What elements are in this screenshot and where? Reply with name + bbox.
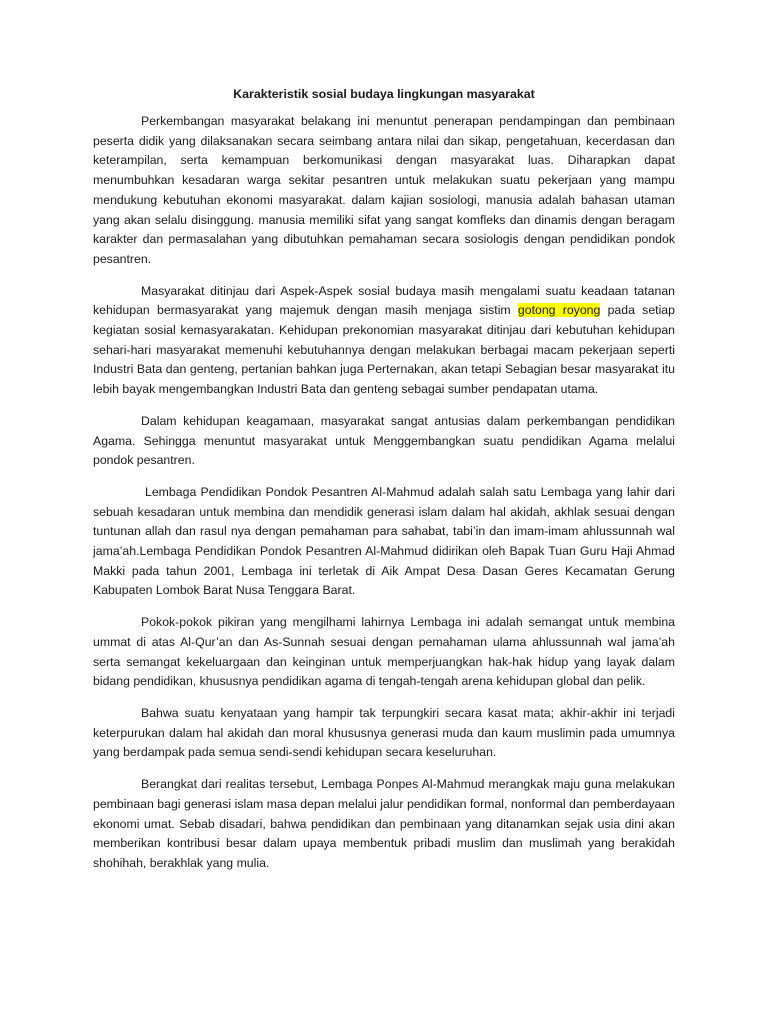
document-title: Karakteristik sosial budaya lingkungan masyarakat [233,87,535,101]
document-page [93,84,675,886]
paragraph-7: Berangkat dari realitas tersebut, Lembaga Ponpes Al-Mahmud merangkak maju guna melakukan pembinaan bagi generasi islam masa depan melalui jalur pendidikan formal, nonformal dan pemberdayaan ekonomi umat. Sebab disadari, bahwa pendidikan dan pembinaan yang ditanamkan sejak usia dini akan memberikan kontribusi besar dalam upaya membentuk pribadi muslim dan muslimah yang berakidah shohihah, berakhlak yang mulia. [93,777,675,870]
paragraph-5: Pokok-pokok pikiran yang mengilhami lahirnya Lembaga ini adalah semangat untuk membina ummat di atas Al-Qur’an dan As-Sunnah sesuai dengan pemahaman ulama ahlussunnah wal jama’ah serta semangat kekeluargaan dan keinginan untuk memperjuangkan hak-hak hidup yang layak dalam bidang pendidikan, khususnya pendidikan agama di tengah-tengah arena kehidupan global dan pelik. [93,615,675,689]
highlighted-phrase: gotong royong [517,303,601,318]
paragraph-2-text-before: Masyarakat ditinjau dari Aspek-Aspek sosial budaya masih mengalami suatu keadaan tatanan kehidupan bermasyarakat yang majemuk dengan masih menjaga sistim [93,283,675,318]
paragraph-2 [93,282,675,400]
paragraph-6: Bahwa suatu kenyataan yang hampir tak terpungkiri secara kasat mata; akhir-akhir ini terjadi keterpurukan dalam hal akidah dan moral khususnya generasi muda dan kaum muslimin pada umumnya yang berdampak pada semua sendi-sendi kehidupan secara keseluruhan. [93,705,675,760]
paragraph-3: Dalam kehidupan keagamaan, masyarakat sangat antusias dalam perkembangan pendidikan Agama. Sehingga menuntut masyarakat untuk Menggembangkan suatu pendidikan Agama melalui pondok pesantren. [93,413,675,468]
paragraph-1: Perkembangan masyarakat belakang ini menuntut penerapan pendampingan dan pembinaan peserta didik yang dilaksanakan secara seimbang antara nilai dan sikap, pengetahuan, kecerdasan dan keterampilan, serta kemampuan berkomunikasi dengan masyarakat luas. Diharapkan dapat menumbuhkan kesadaran warga sekitar pesantren untuk melakukan suatu pekerjaan yang mampu mendukung kebutuhan ekonomi masyarakat. dalam kajian sosiologi, manusia adalah bahasan utaman yang akan selalu disinggung. manusia memiliki sifat yang sangat komfleks dan dinamis dengan beragam karakter dan permasalahan yang dibutuhkan pemahaman secara sosiologis dengan pendidikan pondok pesantren. [93,114,675,266]
paragraph-2-text-after: pada setiap kegiatan sosial kemasyarakatan. Kehidupan prekonomian masyarakat ditinjau dari kebutuhan kehidupan sehari-hari masyarakat memenuhi kebutuhannya dengan melakukan berbagai macam pekerjaan seperti Industri Bata dan genteng, pertanian bahkan juga Perternakan, akan tetapi Sebagian besar masyarakat itu lebih bayak mengembangkan Industri Bata dan genteng sebagai sumber pendapatan utama. [93,303,675,397]
paragraph-4: Lembaga Pendidikan Pondok Pesantren Al-Mahmud adalah salah satu Lembaga yang lahir dari sebuah kesadaran untuk membina dan mendidik generasi islam dalam hal akidah, akhlak sesuai dengan tuntunan allah dan rasul nya dengan pemahaman para sahabat, tabi’in dan imam-imam ahlussunnah wal jama’ah.Lembaga Pendidikan Pondok Pesantren Al-Mahmud didirikan oleh Bapak Tuan Guru Haji Ahmad Makki pada tahun 2001, Lembaga ini terletak di Aik Ampat Desa Dasan Geres Kecamatan Gerung Kabupaten Lombok Barat Nusa Tenggara Barat. [93,484,675,598]
